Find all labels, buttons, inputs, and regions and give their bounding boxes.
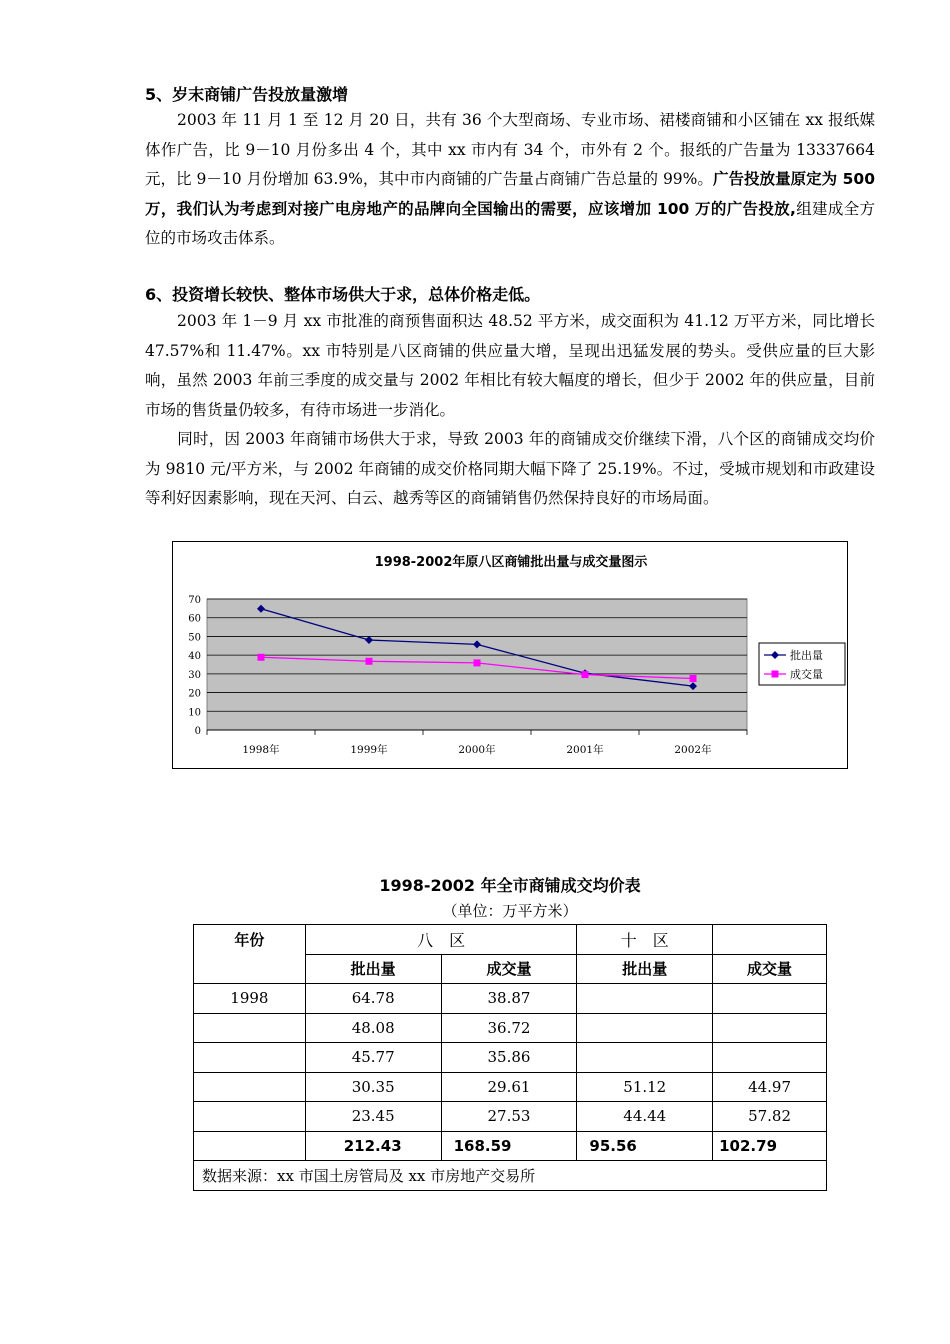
section5-tail-text: 组建成全方位的市场攻击体系。 <box>145 199 875 247</box>
table-cell <box>194 1072 306 1102</box>
table-cell: 44.97 <box>713 1072 827 1102</box>
header-year: 年份 <box>194 925 306 984</box>
data-point <box>690 675 697 682</box>
line-chart <box>172 541 848 769</box>
data-point <box>474 659 481 666</box>
table-total-row <box>194 1131 827 1161</box>
data-point <box>582 671 589 678</box>
table-cell: 64.78 <box>305 984 441 1014</box>
table-cell: 57.82 <box>713 1102 827 1132</box>
subheader: 成交量 <box>441 954 577 984</box>
total-cell: 212.43 <box>305 1131 441 1161</box>
table-cell: 30.35 <box>305 1072 441 1102</box>
table-row <box>194 1072 827 1102</box>
header-group-b: 十 区 <box>577 925 713 955</box>
section6-text-1: 2003 年 1－9 月 xx 市批准的商预售面积达 48.52 平方米，成交面积为 41.12 万平方米，同比增长 47.57%和 11.47%。xx 市特别是八区商铺的供应量大增，呈现出迅猛发展的势头。受供应量的巨大影响，虽然 2003 年前三季度的成交量与 2002 年相比有较大幅度的增长，但少于 2002 年的供应量，目前市场的售货量仍较多，有待市场进一步消化。 <box>145 312 875 419</box>
y-tick-label: 20 <box>188 688 201 700</box>
total-cell: 95.56 <box>577 1131 713 1161</box>
y-tick-label: 50 <box>188 632 201 644</box>
table-source-row <box>194 1161 827 1191</box>
table-cell: 1998 <box>194 984 306 1014</box>
legend-label: 成交量 <box>790 668 823 681</box>
table-unit: （单位：万平方米） <box>442 902 578 920</box>
table-cell <box>713 1043 827 1073</box>
x-tick-label: 1998年 <box>242 744 280 756</box>
section6-heading: 6、投资增长较快、整体市场供大于求，总体价格走低。 <box>145 285 541 304</box>
x-tick-label: 1999年 <box>350 744 388 756</box>
table-header-row <box>194 925 827 955</box>
table-cell <box>194 1013 306 1043</box>
legend-label: 批出量 <box>790 649 823 662</box>
table-cell: 23.45 <box>305 1102 441 1132</box>
section5-heading: 5、岁末商铺广告投放量激增 <box>145 85 349 104</box>
table-cell <box>577 984 713 1014</box>
y-tick-label: 0 <box>194 726 201 737</box>
table-cell: 29.61 <box>441 1072 577 1102</box>
table-title: 1998-2002 年全市商铺成交均价表 <box>379 876 641 895</box>
x-tick-label: 2000年 <box>458 744 496 756</box>
subheader: 批出量 <box>577 954 713 984</box>
y-tick-label: 10 <box>188 707 201 719</box>
total-cell: 102.79 <box>713 1131 827 1161</box>
chart-canvas <box>173 542 849 770</box>
section5-text: 2003 年 11 月 1 至 12 月 20 日，共有 36 个大型商场、专业市场、裙楼商铺和小区铺在 xx 报纸媒体作广告，比 9－10 月份多出 4 个，其中 xx 市内有 34 个，市外有 2 个。报纸的广告量为 13337664 元，比 9－10 月份增加 63.9%，其中市内商铺的广告量占商铺广告总量的 99%。 <box>145 111 875 188</box>
y-tick-label: 40 <box>188 651 201 663</box>
chart-title: 1998-2002年原八区商铺批出量与成交量图示 <box>374 555 648 570</box>
x-tick-label: 2001年 <box>566 744 604 756</box>
source-note: 数据来源：xx 市国土房管局及 xx 市房地产交易所 <box>194 1161 827 1191</box>
x-tick-label: 2002年 <box>674 744 712 756</box>
y-tick-label: 60 <box>188 613 201 625</box>
table-cell: 44.44 <box>577 1102 713 1132</box>
table-row <box>194 1043 827 1073</box>
table-cell <box>194 1043 306 1073</box>
section6-paragraph-1 <box>145 307 875 425</box>
table-cell <box>577 1013 713 1043</box>
table-cell: 36.72 <box>441 1013 577 1043</box>
y-tick-label: 70 <box>188 595 201 606</box>
table-cell: 45.77 <box>305 1043 441 1073</box>
header-blank <box>713 925 827 955</box>
table-cell: 38.87 <box>441 984 577 1014</box>
table-row <box>194 984 827 1014</box>
table-row <box>194 1102 827 1132</box>
table-cell: 35.86 <box>441 1043 577 1073</box>
table-row <box>194 1013 827 1043</box>
section6-text-2: 同时，因 2003 年商铺市场供大于求，导致 2003 年的商铺成交价继续下滑，八个区的商铺成交均价为 9810 元/平方米，与 2002 年商铺的成交价格同期大幅下降了 25.19%。不过，受城市规划和市政建设等利好因素影响，现在天河、白云、越秀等区的商铺销售仍然保持良好的市场局面。 <box>145 430 875 507</box>
subheader: 批出量 <box>305 954 441 984</box>
price-table <box>193 924 827 1191</box>
table-cell <box>194 1131 306 1161</box>
table-cell <box>713 1013 827 1043</box>
section5-bold-text: 广告投放量原定为 500 万，我们认为考虑到对接广电房地产的品牌向全国输出的需要，应该增加 100 万的广告投放, <box>145 170 875 218</box>
table-cell: 48.08 <box>305 1013 441 1043</box>
data-point <box>258 654 265 661</box>
table-cell: 51.12 <box>577 1072 713 1102</box>
legend-marker <box>772 671 779 678</box>
table-cell <box>194 1102 306 1132</box>
table-cell <box>713 984 827 1014</box>
data-point <box>366 658 373 665</box>
section6-paragraph-2 <box>145 425 875 514</box>
section5-paragraph <box>145 106 875 254</box>
table-cell: 27.53 <box>441 1102 577 1132</box>
total-cell: 168.59 <box>441 1131 577 1161</box>
subheader: 成交量 <box>713 954 827 984</box>
y-tick-label: 30 <box>188 669 201 681</box>
table-cell <box>577 1043 713 1073</box>
header-group-a: 八 区 <box>305 925 577 955</box>
